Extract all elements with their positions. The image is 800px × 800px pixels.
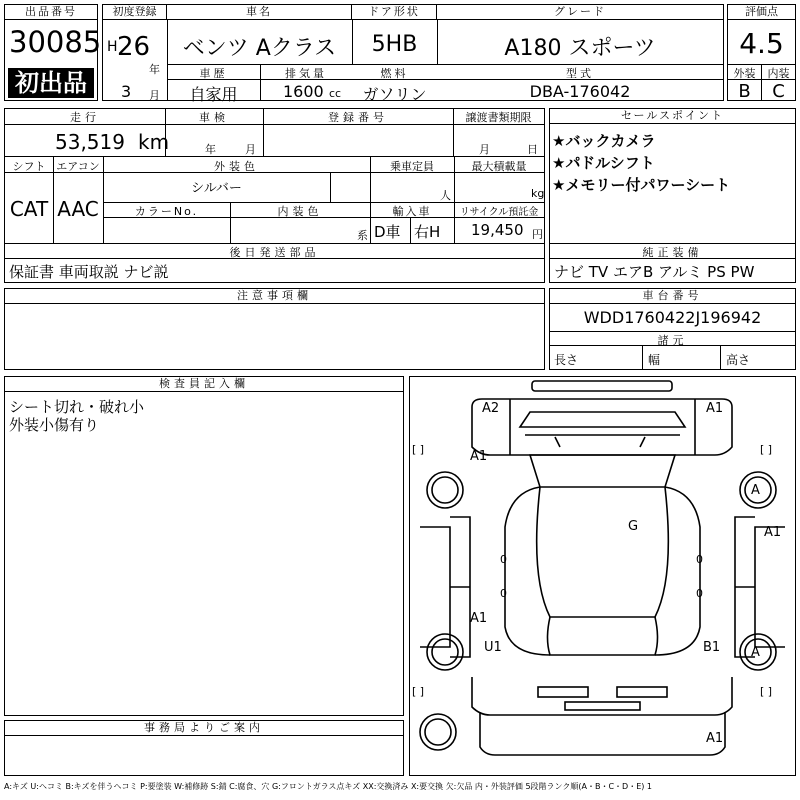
sales-point-3: ★メモリー付パワーシート — [552, 176, 731, 194]
colorno-label: カラーNo. — [134, 205, 199, 218]
ac: AAC — [57, 197, 99, 221]
car-name: ベンツ Aクラス — [182, 36, 337, 61]
disp-label: 排気量 — [285, 67, 327, 80]
shift: CAT — [9, 197, 49, 221]
shift-label: シフト — [12, 160, 46, 173]
model-label: 型式 — [566, 67, 594, 80]
notes-box — [4, 288, 545, 370]
capacity-label: 乗車定員 — [390, 160, 434, 173]
capacity-unit: 人 — [440, 189, 451, 202]
int-score: C — [772, 81, 785, 102]
mark-zero-left-1: 0 — [500, 553, 507, 566]
specs-label: 諸元 — [657, 334, 688, 347]
load-label: 最大積載量 — [471, 160, 527, 173]
fuel-label: 燃料 — [380, 67, 409, 80]
recycle-label: リサイクル預託金 — [459, 207, 539, 218]
interior-label: 内装色 — [277, 205, 323, 218]
transfer-month-unit: 月 — [479, 143, 490, 156]
score-label: 評価点 — [728, 5, 795, 20]
mark-zero-right-1: 0 — [696, 553, 703, 566]
spec-height: 高さ — [726, 353, 751, 367]
reg-year: 26 — [117, 32, 151, 62]
car-name-label: 車名 — [167, 5, 352, 20]
later-parts-label: 後日発送部品 — [229, 246, 320, 259]
recycle-unit: 円 — [532, 228, 543, 241]
inspector-label: 検査員記入欄 — [5, 377, 403, 392]
mileage: 53,519 — [55, 130, 125, 154]
office-label: 事務局よりご案内 — [5, 721, 403, 736]
mark-u1: U1 — [484, 640, 502, 655]
exterior-color: シルバー — [191, 181, 242, 196]
chassis-label: 車台番号 — [550, 289, 795, 304]
mileage-unit: km — [138, 130, 170, 154]
lot-label: 出品番号 — [5, 5, 97, 20]
recycle-fee: 19,450 — [471, 221, 524, 239]
damage-diagram — [409, 376, 796, 776]
inspector-line-1: シート切れ・破れ小 — [9, 398, 145, 416]
door-label: ドア形状 — [352, 5, 437, 20]
mark-a1-rear-left: A1 — [470, 611, 488, 626]
reg-month: 3 — [121, 82, 132, 101]
history: 自家用 — [189, 85, 238, 104]
reg-label: 初度登録 — [103, 5, 167, 20]
score-box — [727, 4, 796, 101]
inspection-label: 車検 — [199, 111, 229, 124]
interior-unit: 系 — [357, 229, 368, 242]
detail-table — [4, 108, 545, 283]
mark-a1-front-left: A1 — [470, 449, 488, 464]
mark-a-rear-right: A — [751, 645, 760, 660]
office-box — [4, 720, 404, 776]
car-info-box — [102, 4, 724, 104]
mark-a2: A2 — [482, 401, 500, 416]
ext-label: 外装 — [733, 67, 756, 80]
import-d: D車 — [374, 223, 401, 241]
mark-bracket-l1: [ ] — [412, 443, 425, 456]
ext-score: B — [738, 81, 751, 102]
spec-width: 幅 — [648, 353, 661, 367]
ac-label: エアコン — [56, 160, 100, 173]
fuel: ガソリン — [362, 85, 427, 104]
mark-zero-right-2: 0 — [696, 587, 703, 600]
import-label: 輸入車 — [392, 205, 432, 218]
equip-label: 純正装備 — [642, 246, 703, 259]
sales-box — [549, 108, 796, 283]
mark-a1-right: A1 — [764, 525, 782, 540]
sales-label: セールスポイント — [550, 109, 795, 124]
inspector-box — [4, 376, 404, 716]
mark-zero-left-2: 0 — [500, 587, 507, 600]
equipment: ナビ TV エアB アルミ PS PW — [554, 263, 755, 281]
mark-bracket-r2: [ ] — [760, 685, 773, 698]
later-parts: 保証書 車両取説 ナビ説 — [9, 263, 169, 281]
spec-length: 長さ — [554, 353, 579, 367]
legend: A:キズ U:ヘコミ B:キズを伴うヘコミ P:要塗装 W:補修跡 S:錆 C:腐食、穴 G:フロントガラス点キズ XX:交換済み X:要交換 欠:欠品 内・外装評価 5段階ランク順(A・B・C・D・E) 1 — [4, 782, 653, 791]
grade: A180 スポーツ — [504, 36, 656, 61]
transfer-day-unit: 日 — [527, 143, 538, 156]
notes-label: 注意事項欄 — [5, 289, 544, 304]
reg-era: H — [107, 39, 118, 55]
chassis-box — [549, 288, 796, 370]
transfer-label: 譲渡書類期限 — [465, 111, 532, 124]
load-unit: kg — [531, 187, 545, 200]
car-outline-diagram — [410, 377, 795, 775]
first-listing-badge: 初出品 — [8, 68, 94, 98]
regno-label: 登録番号 — [328, 111, 388, 124]
exterior-label: 外装色 — [214, 160, 259, 173]
sales-point-2: ★パドルシフト — [552, 154, 655, 172]
mark-a1-bottom: A1 — [706, 731, 724, 746]
mark-a1-top: A1 — [706, 401, 724, 416]
inspector-line-2: 外装小傷有り — [9, 416, 100, 434]
displacement: 1600 — [283, 82, 324, 101]
sales-point-1: ★バックカメラ — [552, 132, 656, 150]
lot-number: 30085 — [9, 25, 102, 59]
reg-year-unit: 年 — [149, 63, 160, 76]
score-value: 4.5 — [739, 27, 784, 60]
model-code: DBA-176042 — [529, 82, 631, 101]
mark-a-front-right: A — [751, 483, 760, 498]
import-h: 右H — [414, 223, 441, 241]
lot-box — [4, 4, 102, 101]
door-type: 5HB — [371, 32, 418, 57]
reg-month-unit: 月 — [149, 89, 160, 102]
grade-label: グレード — [437, 5, 723, 20]
mark-bracket-r1: [ ] — [760, 443, 773, 456]
history-label: 車歴 — [199, 67, 228, 80]
mark-g: G — [628, 519, 639, 534]
mark-bracket-l2: [ ] — [412, 685, 425, 698]
int-label: 内装 — [767, 67, 790, 80]
disp-unit: cc — [329, 87, 342, 100]
mileage-label: 走行 — [70, 111, 100, 124]
inspection-year-unit: 年 — [205, 143, 216, 156]
mark-b1: B1 — [703, 640, 721, 655]
chassis-number: WDD1760422J196942 — [583, 308, 762, 327]
inspection-month-unit: 月 — [245, 143, 256, 156]
